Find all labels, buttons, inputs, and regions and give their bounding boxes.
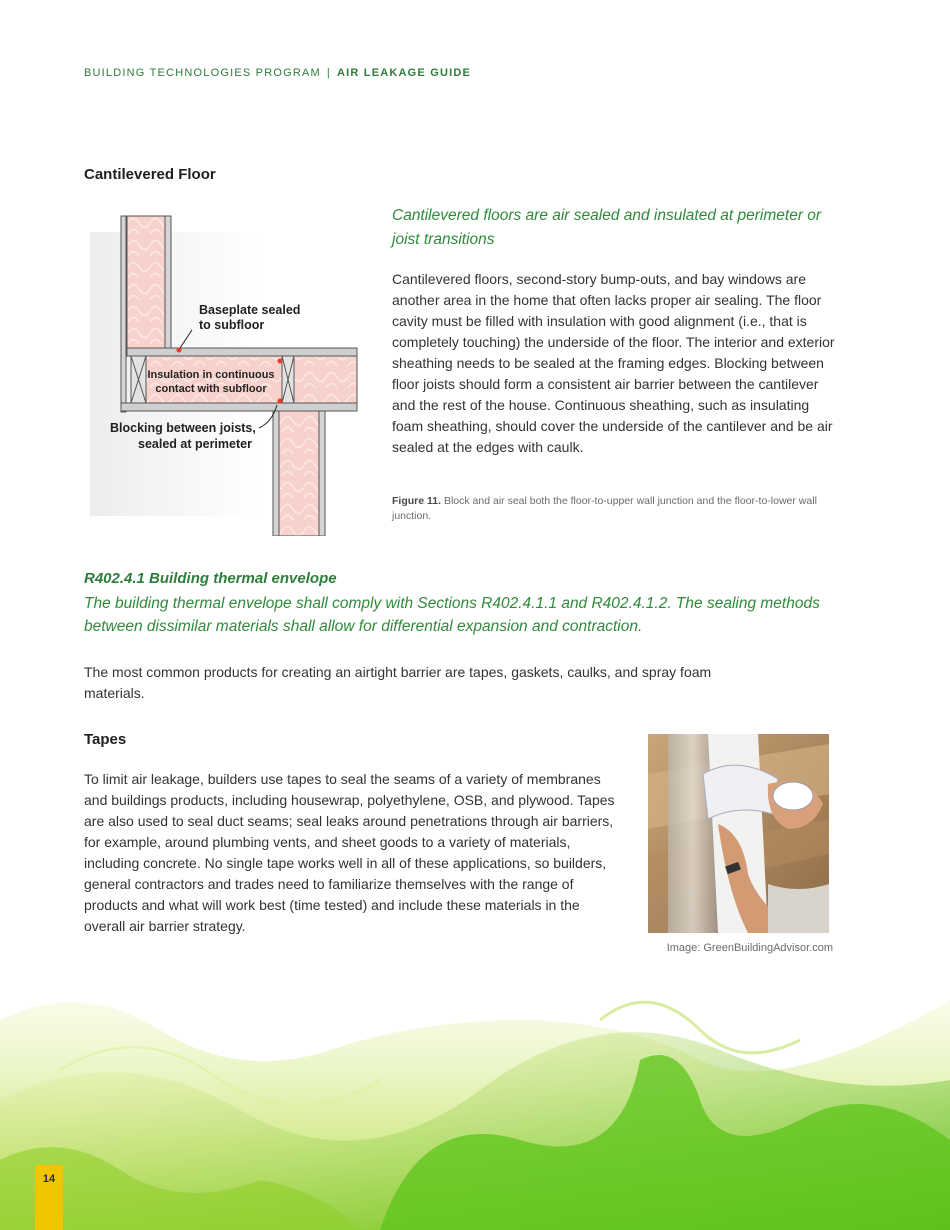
decorative-smoke-footer	[0, 960, 950, 1230]
cantilever-underside-sheathing	[121, 403, 357, 411]
subfloor	[127, 348, 357, 356]
floor-cavity-insulation-outer	[294, 356, 357, 403]
code-section-title: R402.4.1 Building thermal envelope	[84, 570, 337, 587]
page-number: 14	[35, 1165, 63, 1230]
header-guide-title: AIR LEAKAGE GUIDE	[336, 67, 472, 79]
upper-wall-insulation	[127, 216, 165, 348]
header-separator: |	[326, 67, 331, 79]
section-lead-callout: Cantilevered floors are air sealed and insulated at perimeter or joist transitions	[392, 207, 822, 248]
cantilever-diagram	[84, 212, 360, 536]
figure-caption-label: Figure 11.	[392, 495, 442, 507]
lower-wall-insulation	[279, 411, 319, 536]
section-title-tapes: Tapes	[84, 731, 127, 748]
lower-wall-sheathing	[273, 411, 279, 536]
label-baseplate-line1: Baseplate sealed	[199, 303, 301, 317]
intro-paragraph: The most common products for creating an airtight barrier are tapes, gaskets, caulks, and spray foam materials.	[84, 664, 712, 701]
figure-caption	[392, 494, 837, 524]
label-insulation-line2: contact with subfloor	[155, 383, 267, 395]
label-blocking-line1: Blocking between joists,	[110, 421, 256, 435]
section-title-cantilevered-floor: Cantilevered Floor	[84, 166, 216, 183]
label-blocking-line2: sealed at perimeter	[138, 437, 252, 451]
seal-point-baseplate	[177, 348, 182, 353]
cantilever-body-text: Cantilevered floors, second-story bump-outs, and bay windows are another area in the home that often lacks proper air sealing. The floor cavity must be filled with insulation with good alignment (i.e., that is completely touching) the underside of the floor. The interior and exterior sheathing needs to be sealed at the framing edges. Blocking between floor joists should form a consistent air barrier between the cantilever and the rest of the house. Continuous sheathing, such as insulating foam sheathing, should cover the underside of the cantilever and be air sealed at the edges with caulk.	[392, 271, 835, 455]
seal-point-blocking-bottom	[278, 399, 283, 404]
running-header	[84, 67, 471, 79]
lower-wall-stud	[319, 411, 325, 536]
upper-wall-sheathing-left	[121, 216, 126, 412]
tapes-body-text: To limit air leakage, builders use tapes to seal the seams of a variety of membranes and buildings products, including housewrap, polyethylene, OSB, and plywood. Tapes are also used to seal duct seams; seal leaks around penetrations through air barriers, for example, around plumbing vents, and sheet goods to a variety of materials, including concrete. No single tape works well in all of these applications, so builders, general contractors and trades need to familiarize themselves with the range of products and what will work best (time tested) and include these materials in the overall air barrier strategy.	[84, 771, 615, 934]
upper-wall-stud-right	[165, 216, 171, 348]
seal-point-blocking-top	[278, 359, 283, 364]
label-baseplate-line2: to subfloor	[199, 318, 265, 332]
label-insulation-line1: Insulation in continuous	[147, 369, 275, 381]
header-program: BUILDING TECHNOLOGIES PROGRAM	[84, 67, 321, 79]
tape-photo	[648, 734, 829, 933]
code-section-text: The building thermal envelope shall comply with Sections R402.4.1.1 and R402.4.1.2. The sealing methods between dissimilar materials shall allow for differential expansion and contraction.	[84, 595, 820, 635]
photo-credit: Image: GreenBuildingAdvisor.com	[666, 942, 833, 954]
figure-caption-text: Block and air seal both the floor-to-upper wall junction and the floor-to-lower wall junction.	[392, 495, 817, 522]
